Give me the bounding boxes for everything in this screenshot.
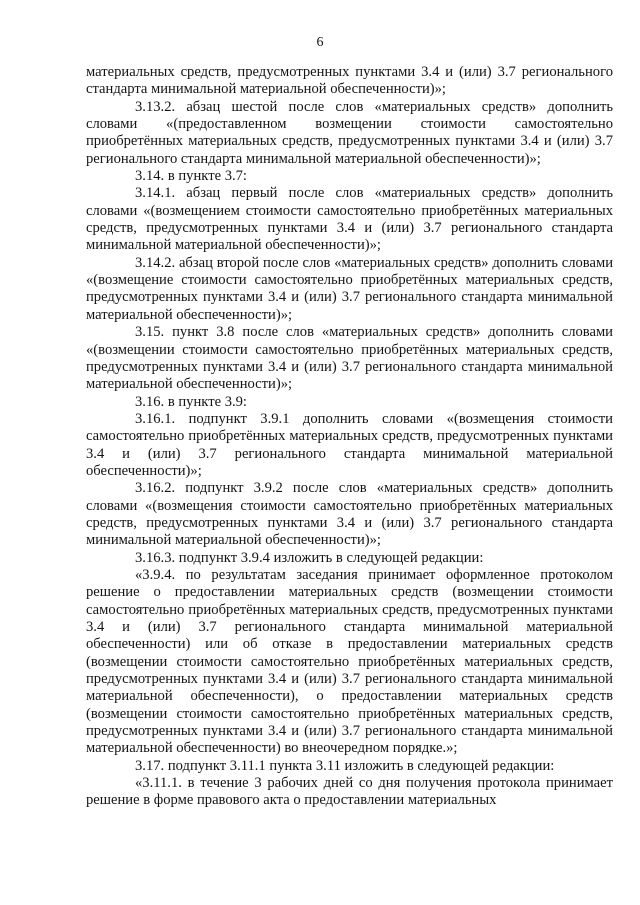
paragraph-3-16: 3.16. в пункте 3.9: [135,393,247,410]
paragraph-3-11-1-quote: «3.11.1. в течение 3 рабочих дней со дня получения протокола принимает решение в форме правового акта о предоставлении материальных [86,775,613,809]
page-number: 6 [316,35,324,50]
paragraph-3-13-2: 3.13.2. абзац шестой после слов «материальных средств» дополнить словами «(предоставленном возмещении стоимости самостоятельно приобретённых материальных средств, предусмотренных пунктами 3.4 и (или) 3.7 регионального стандарта минимальной материальной обеспеченности)»; [86,98,613,167]
paragraph-3-14-1: 3.14.1. абзац первый после слов «материальных средств» дополнить словами «(возмещением стоимости самостоятельно приобретённых материальных средств, предусмотренных пунктами 3.4 и (или) 3.7 регионального стандарта минимальной материальной обеспеченности)»; [86,185,613,254]
paragraph-3-16-2: 3.16.2. подпункт 3.9.2 после слов «материальных средств» дополнить словами «(возмещения стоимости самостоятельно приобретённых материальных средств, предусмотренных пунктами 3.4 и (или) 3.7 регионального стандарта минимальной материальной обеспеченности)»; [86,480,613,549]
document-body [86,64,613,810]
paragraph-3-16-1: 3.16.1. подпункт 3.9.1 дополнить словами «(возмещения стоимости самостоятельно приобретённых материальных средств, предусмотренных пунктами 3.4 и (или) 3.7 регионального стандарта минимальной материальной обеспеченности)»; [86,410,613,479]
paragraph-3-9-4-quote: «3.9.4. по результатам заседания принимает оформленное протоколом решение о предоставлении материальных средств (возмещении стоимости самостоятельно приобретённых материальных средств, предусмотренных пунктами 3.4 и (или) 3.7 регионального стандарта минимальной материальной обеспеченности) или об отказе в предоставлении материальных средств (возмещении стоимости самостоятельно приобретённых материальных средств, предусмотренных пунктами 3.4 и (или) 3.7 регионального стандарта минимальной материальной обеспеченности), о предоставлении материальных средств (возмещении стоимости самостоятельно приобретённых материальных средств, предусмотренных пунктами 3.4 и (или) 3.7 регионального стандарта минимальной материальной обеспеченности) во внеочередном порядке.»; [86,566,613,757]
paragraph-3-16-3: 3.16.3. подпункт 3.9.4 изложить в следующей редакции: [135,549,484,566]
paragraph-3-14: 3.14. в пункте 3.7: [135,168,247,185]
paragraph-3-17: 3.17. подпункт 3.11.1 пункта 3.11 изложить в следующей редакции: [135,757,555,774]
paragraph-3-15: 3.15. пункт 3.8 после слов «материальных средств» дополнить словами «(возмещении стоимости самостоятельно приобретённых материальных средств, предусмотренных пунктами 3.4 и (или) 3.7 регионального стандарта минимальной материальной обеспеченности)»; [86,324,613,393]
paragraph-3-14-2: 3.14.2. абзац второй после слов «материальных средств» дополнить словами «(возмещение стоимости самостоятельно приобретённых материальных средств, предусмотренных пунктами 3.4 и (или) 3.7 регионального стандарта минимальной материальной обеспеченности)»; [86,254,613,323]
paragraph-continuation: материальных средств, предусмотренных пунктами 3.4 и (или) 3.7 регионального стандарта минимальной материальной обеспеченности)»; [86,64,613,98]
